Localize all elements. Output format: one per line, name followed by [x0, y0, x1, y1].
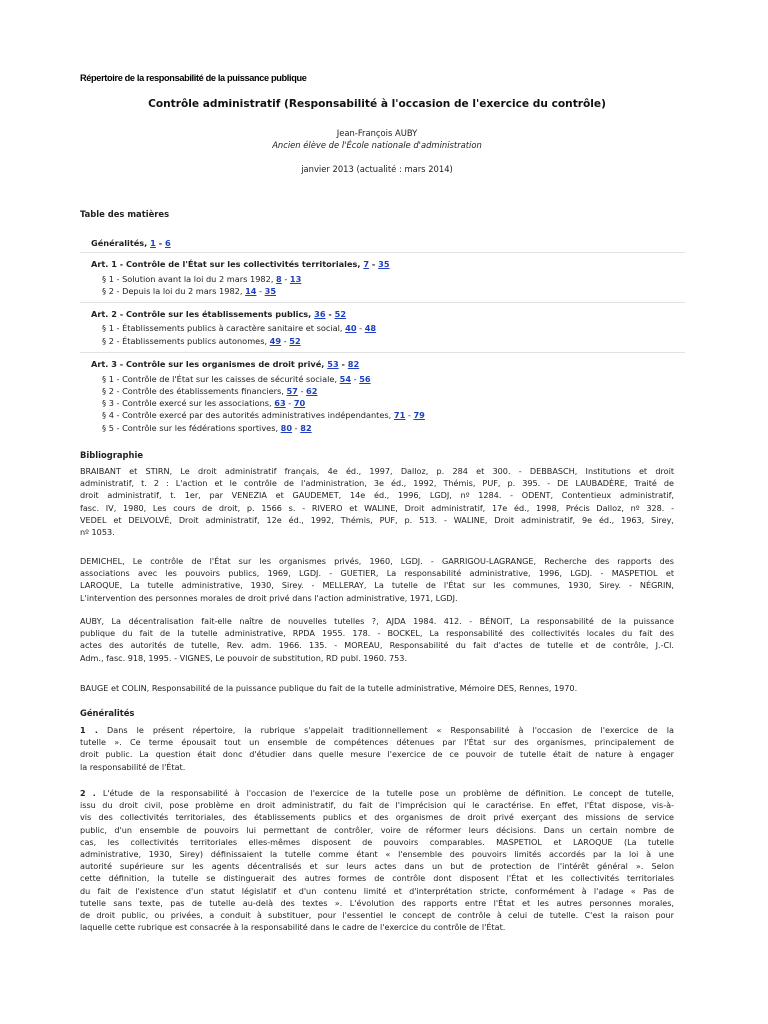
toc-link-to[interactable]: 70 [293, 398, 306, 408]
text-line: fasc. IV, 1980, Les cours de droit, p. 1566 s. - RIVERO et WALINE, Droit administratif, 17e éd., 1998, Précis Dalloz, nº 328. - [80, 502, 674, 513]
text-line [80, 724, 674, 736]
toc-label: § 2 - Établissements publics autonomes, [102, 336, 270, 346]
toc-link-from[interactable]: 14 [245, 286, 257, 296]
toc-sep: - [405, 410, 414, 420]
toc-item-art2-s1 [80, 323, 696, 333]
toc-sep: - [292, 423, 301, 433]
text-line: de droit public, ou privées, a conduit à substituer, pour l'essentiel le concept de contrôle à celui de tutelle. C'est la raison pour [80, 909, 674, 920]
text-line: cas, les collectivités territoriales elles-mêmes disposent de pouvoirs comparables. MASPETIOL et LAROQUE (La tutelle [80, 836, 674, 847]
toc-item-art3-s5 [80, 423, 696, 433]
toc-label: § 1 - Établissements publics à caractère sanitaire et social, [102, 323, 346, 333]
toc-label: § 2 - Depuis la loi du 2 mars 1982, [102, 286, 246, 296]
text-line: la responsabilité de l'État. [80, 761, 186, 772]
toc-link-from[interactable]: 57 [286, 386, 298, 396]
toc-sep: - [281, 274, 290, 284]
text-line: laquelle cette rubrique est consacrée à la responsabilité dans le cadre de l'exercice du contrôle de l'État. [80, 922, 506, 933]
toc-heading: Table des matières [80, 209, 170, 219]
author-affiliation: Ancien élève de l'École nationale d'administration [272, 140, 482, 150]
toc-link-to[interactable]: 56 [359, 374, 371, 384]
toc-sep: - [351, 374, 360, 384]
toc-link-from[interactable]: 80 [280, 423, 293, 433]
toc-link-to[interactable]: 6 [164, 238, 171, 248]
text-line [80, 787, 674, 799]
text-line: VEDEL et DELVOLVÉ, Droit administratif, 12e éd., 1992, Thémis, PUF, p. 513. - WALINE, Droit administratif, 9e éd., 1963, Sirey, [80, 514, 674, 525]
toc-link-to[interactable]: 52 [289, 336, 301, 346]
author-name: Jean-François AUBY [336, 128, 418, 138]
toc-sep: - [338, 359, 348, 369]
toc-link-from[interactable]: 63 [274, 398, 286, 408]
toc-link-from[interactable]: 40 [345, 323, 357, 333]
text-line: BRAIBANT et STIRN, Le droit administratif français, 4e éd., 1997, Dalloz, p. 284 et 300. - DEBBASCH, Institutions et droit [80, 466, 674, 476]
toc-link-from[interactable]: 54 [339, 374, 352, 384]
toc-label: Art. 3 - Contrôle sur les organismes de droit privé, [91, 359, 328, 369]
text-line: LAROQUE, La tutelle administrative, 1930, Sirey. - MELLERAY, La tutelle de l'État sur les communes, 1930, Sirey. - NÉGRIN, [80, 580, 674, 591]
toc-sep: - [325, 309, 335, 319]
text-fragment: L'étude de la responsabilité à l'occasion de l'exercice de la tutelle pose un problème de définition. Le concept de tutelle, [95, 788, 674, 798]
toc-link-from[interactable]: 7 [363, 259, 370, 269]
text-line: administratif, t. 2 : L'action et le contrôle de l'administration, 3e éd., 1992, Thémis, PUF, p. 395. - DE LAUBADÈRE, Traité de [80, 478, 674, 489]
generalites-heading: Généralités [80, 708, 135, 718]
toc-label: § 4 - Contrôle exercé par des autorités administratives indépendantes, [102, 410, 394, 420]
article-title: Contrôle administratif (Responsabilité à l'occasion de l'exercice du contrôle) [148, 98, 606, 110]
text-line: associations avec les pouvoirs publics, 1969, LGDJ. - GUETIER, La responsabilité administrative, 1996, LGDJ. - MASPETIOL et [80, 568, 674, 579]
toc-label: Généralités, [91, 238, 151, 248]
text-line: Adm., fasc. 918, 1995. - VIGNES, Le pouvoir de substitution, RD publ. 1960. 753. [80, 652, 408, 663]
toc-label: Art. 2 - Contrôle sur les établissements publics, [91, 309, 315, 319]
generalites-paragraph-2 [80, 787, 674, 933]
toc-link-to[interactable]: 35 [264, 286, 277, 296]
toc-link-to[interactable]: 35 [378, 259, 390, 269]
toc-link-to[interactable]: 82 [300, 423, 312, 433]
text-line: DEMICHEL, Le contrôle de l'État sur les organismes privés, 1960, LGDJ. - GARRIGOU-LAGRANGE, Recherche des rapports des [80, 556, 674, 566]
toc-link-to[interactable]: 48 [364, 323, 377, 333]
text-fragment: Dans le présent répertoire, la rubrique s'appelait traditionnellement « Responsabilité à l'occasion de l'exercice de la [98, 725, 674, 735]
toc-link-from[interactable]: 53 [327, 359, 339, 369]
toc-item-art2-s2 [80, 336, 696, 346]
toc-sep: - [256, 286, 265, 296]
toc-link-from[interactable]: 1 [150, 238, 156, 248]
toc-link-to[interactable]: 13 [289, 274, 302, 284]
generalites-paragraph-1 [80, 724, 674, 773]
toc-link-from[interactable]: 71 [393, 410, 406, 420]
toc-item-art3 [80, 352, 685, 369]
toc-label: § 1 - Solution avant la loi du 2 mars 1982, [102, 274, 277, 284]
repertoire-title: Répertoire de la responsabilité de la puissance publique [80, 73, 307, 83]
toc-label: § 5 - Contrôle sur les fédérations sportives, [102, 423, 281, 433]
toc-label: § 3 - Contrôle exercé sur les associations, [102, 398, 275, 408]
toc-link-to[interactable]: 79 [413, 410, 425, 420]
text-line: nº 1053. [80, 526, 115, 537]
bibliographie-paragraph-4 [80, 682, 674, 694]
toc-sep: - [369, 259, 379, 269]
toc-label: § 1 - Contrôle de l'État sur les caisses de sécurité sociale, [102, 374, 340, 384]
text-line: cette définition, la tutelle se distinguerait des autres formes de contrôle dont disposent l'État et les collectivités territoriales [80, 873, 674, 884]
toc-sep: - [356, 323, 365, 333]
text-line: publique du fait de la tutelle administrative, RPDA 1955. 178. - BOCKEL, La responsabilité des collectivités locales du fait des [80, 628, 674, 639]
toc-link-to[interactable]: 62 [306, 386, 318, 396]
toc-sep: - [285, 398, 294, 408]
paragraph-number-2[interactable]: 2 . [80, 788, 96, 798]
paragraph-number-1[interactable]: 1 . [80, 725, 98, 735]
text-line: autorité supérieure sur les agents décentralisés et sur leurs actes dans un but de protection de l'intérêt général ». Selon [80, 861, 674, 872]
toc-item-art2 [80, 302, 685, 319]
toc-link-from[interactable]: 8 [276, 274, 282, 284]
text-line: droit public. La question était donc d'étudier dans quelle mesure l'exercice de ce pouvoir de tutelle était de nature à engager [80, 749, 674, 760]
toc-item-art3-s2 [80, 386, 696, 396]
text-line: droit administratif, t. 1er, par VENEZIA et GAUDEMET, 14e éd., 1996, LGDJ, nº 1284. - ODENT, Contentieux administratif, [80, 490, 674, 501]
toc-item-art1 [80, 252, 685, 269]
toc-sep: - [281, 336, 290, 346]
toc-item-art3-s1 [80, 374, 696, 384]
text-line: BAUGE et COLIN, Responsabilité de la puissance publique du fait de la tutelle administrative, Mémoire DES, Rennes, 1970. [80, 683, 578, 693]
toc-link-from[interactable]: 36 [314, 309, 326, 319]
toc-item-art3-s4 [80, 410, 696, 420]
toc-item-art3-s3 [80, 398, 696, 408]
bibliographie-paragraph-3 [80, 615, 674, 664]
text-line: issu du droit civil, pose problème en droit administratif, du fait de l'imprécision qui le caractérise. En effet, l'État dispose, vis-à- [80, 800, 674, 811]
toc-link-from[interactable]: 49 [269, 336, 282, 346]
toc-link-to[interactable]: 82 [347, 359, 360, 369]
text-line: actes des autorités de tutelle, Rev. adm. 1966. 135. - MOREAU, Responsabilité du fait d'actes de tutelle et de contrôle, J.-Cl. [80, 640, 674, 651]
text-line: AUBY, La décentralisation fait-elle naître de nouvelles tutelles ?, AJDA 1984. 412. - BÉNOIT, La responsabilité de la puissance [80, 616, 674, 626]
bibliographie-paragraph-1 [80, 465, 674, 538]
toc-label: Art. 1 - Contrôle de l'État sur les collectivités territoriales, [91, 259, 364, 269]
toc-link-to[interactable]: 52 [334, 309, 347, 319]
toc-item-art1-s1 [80, 274, 696, 284]
text-line: L'intervention des personnes morales de droit privé dans l'action administrative, 1971, LGDJ. [80, 592, 458, 603]
text-line: vis des collectivités territoriales, des établissements publics et des organismes de droit privé exerçant des missions de service [80, 812, 674, 823]
text-line: tutelle sans texte, pas de tutelle au-delà des textes ». L'évolution des rapports entre l'État et les autres personnes morales, [80, 897, 674, 908]
toc-label: § 2 - Contrôle des établissements financiers, [102, 386, 287, 396]
bibliographie-heading: Bibliographie [80, 450, 144, 460]
toc-item-art1-s2 [80, 286, 696, 296]
toc-item-generalites [80, 238, 685, 248]
toc-sep: - [297, 386, 307, 396]
text-line: du fait de l'existence d'un statut législatif et d'un contenu limité et d'interprétation stricte, conformément à l'adage « Pas de [80, 885, 674, 896]
text-line: tutelle ». Ce terme épousait tout un ensemble de compétences détenues par l'État sur des organismes, principalement de [80, 737, 674, 748]
toc-sep: - [155, 238, 165, 248]
text-line: administrative, 1930, Sirey) définissaient la tutelle comme étant « l'ensemble des pouvoirs limités accordés par la loi à une [80, 848, 674, 859]
publication-date: janvier 2013 (actualité : mars 2014) [301, 164, 453, 174]
text-line: public, d'un ensemble de pouvoirs lui permettant de contrôler, voire de réformer leurs décisions. Dans un certain nombre de [80, 824, 674, 835]
bibliographie-paragraph-2 [80, 555, 674, 604]
